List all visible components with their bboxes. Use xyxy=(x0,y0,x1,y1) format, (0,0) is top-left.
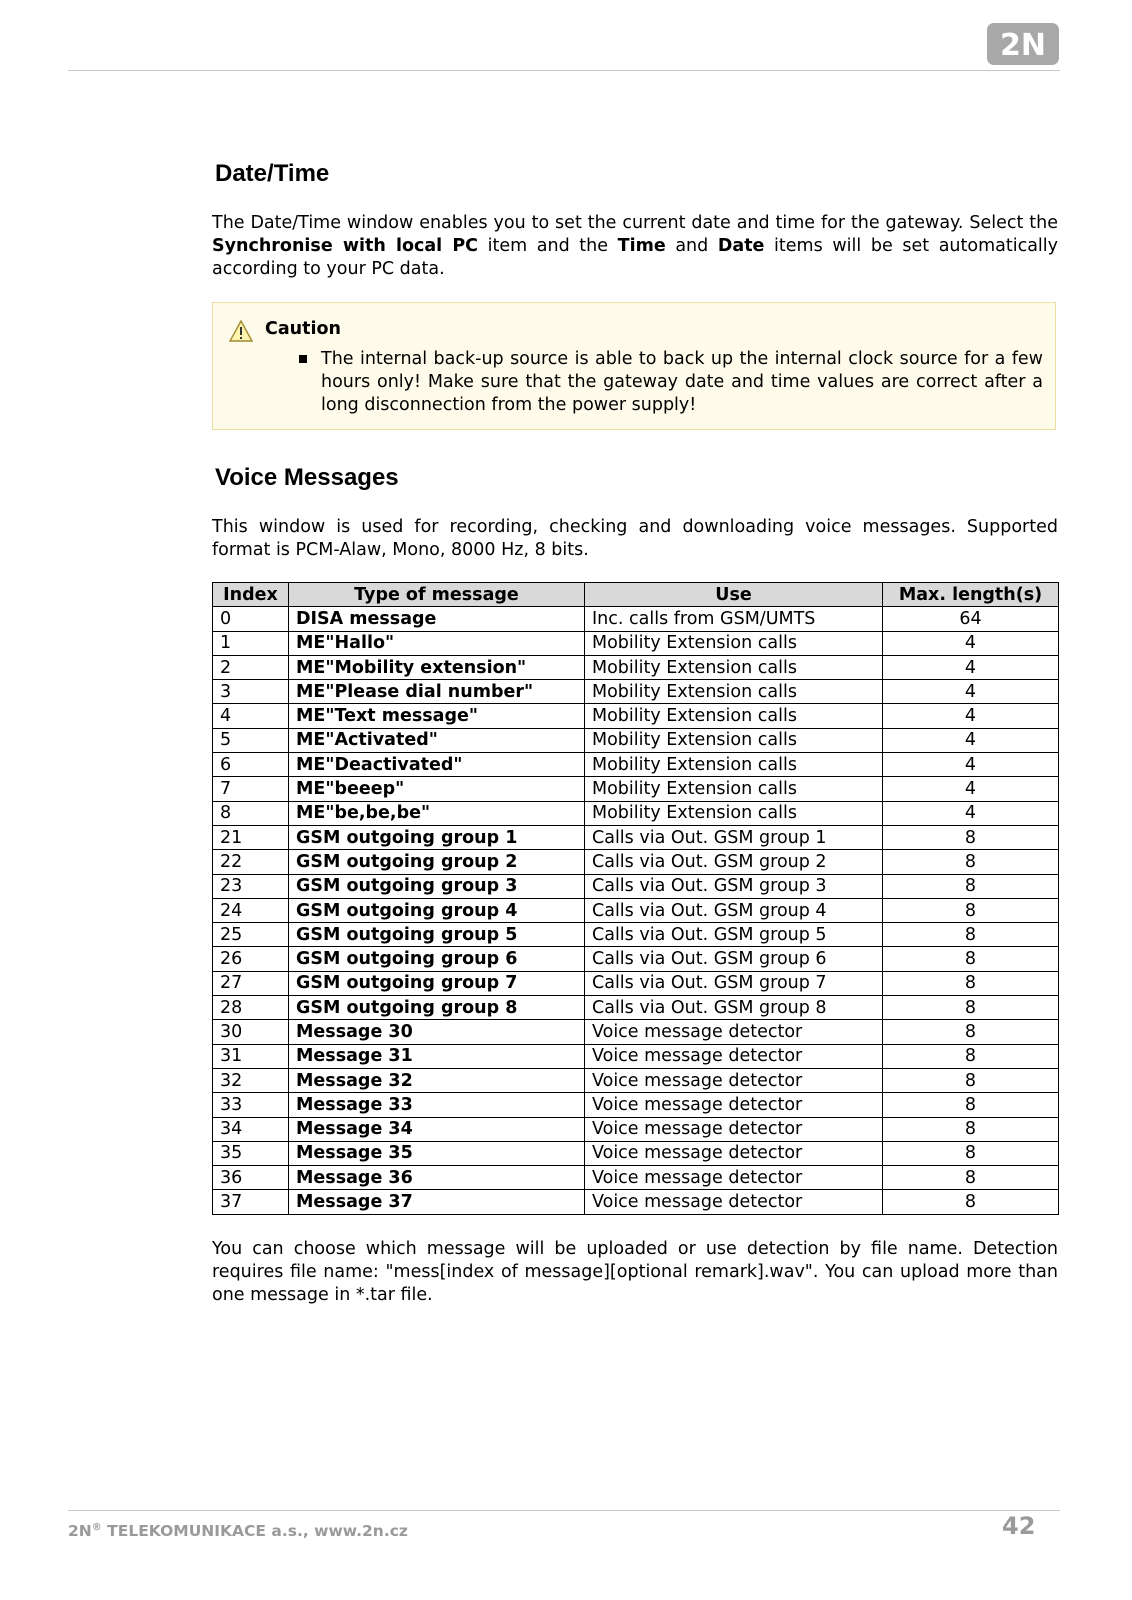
cell-type: DISA message xyxy=(289,607,585,631)
cell-type: GSM outgoing group 1 xyxy=(289,825,585,849)
cell-use: Voice message detector xyxy=(585,1141,883,1165)
cell-type: Message 32 xyxy=(289,1068,585,1092)
cell-index: 31 xyxy=(213,1044,289,1068)
table-row xyxy=(213,1117,1059,1141)
cell-index: 5 xyxy=(213,728,289,752)
cell-index: 30 xyxy=(213,1020,289,1044)
cell-max-length: 8 xyxy=(883,996,1059,1020)
cell-use: Mobility Extension calls xyxy=(585,631,883,655)
table-row xyxy=(213,1044,1059,1068)
table-row xyxy=(213,923,1059,947)
cell-index: 36 xyxy=(213,1166,289,1190)
cell-type: ME"Deactivated" xyxy=(289,753,585,777)
cell-max-length: 4 xyxy=(883,631,1059,655)
bullet-icon xyxy=(299,355,307,363)
cell-use: Voice message detector xyxy=(585,1166,883,1190)
cell-max-length: 4 xyxy=(883,801,1059,825)
cell-use: Mobility Extension calls xyxy=(585,801,883,825)
cell-use: Mobility Extension calls xyxy=(585,777,883,801)
table-row xyxy=(213,1166,1059,1190)
datetime-intro: The Date/Time window enables you to set the current date and time for the gateway. Select the Synchronise with local PC item and the Time and Date items will be set automatically according to your PC data. xyxy=(212,213,1058,279)
table-row xyxy=(213,1141,1059,1165)
cell-max-length: 8 xyxy=(883,825,1059,849)
cell-max-length: 8 xyxy=(883,1093,1059,1117)
cell-max-length: 8 xyxy=(883,971,1059,995)
cell-type: GSM outgoing group 3 xyxy=(289,874,585,898)
cell-index: 4 xyxy=(213,704,289,728)
col-header-max-length: Max. length(s) xyxy=(883,583,1059,607)
cell-type: ME"Text message" xyxy=(289,704,585,728)
cell-type: ME"Activated" xyxy=(289,728,585,752)
table-row xyxy=(213,874,1059,898)
caution-text: The internal back-up source is able to back up the internal clock source for a few hours only! Make sure that the gateway date and time values are correct after a long disconnection from the power supply! xyxy=(321,349,1043,415)
warning-icon xyxy=(229,320,253,342)
table-row xyxy=(213,850,1059,874)
cell-max-length: 4 xyxy=(883,655,1059,679)
cell-index: 27 xyxy=(213,971,289,995)
cell-type: GSM outgoing group 7 xyxy=(289,971,585,995)
cell-use: Mobility Extension calls xyxy=(585,680,883,704)
cell-max-length: 8 xyxy=(883,1190,1059,1214)
cell-index: 22 xyxy=(213,850,289,874)
cell-max-length: 8 xyxy=(883,1141,1059,1165)
cell-use: Mobility Extension calls xyxy=(585,655,883,679)
cell-type: Message 36 xyxy=(289,1166,585,1190)
cell-type: ME"Hallo" xyxy=(289,631,585,655)
cell-index: 1 xyxy=(213,631,289,655)
cell-use: Voice message detector xyxy=(585,1044,883,1068)
cell-index: 34 xyxy=(213,1117,289,1141)
cell-index: 24 xyxy=(213,898,289,922)
page-number: 42 xyxy=(1002,1512,1036,1540)
table-row xyxy=(213,1020,1059,1044)
cell-max-length: 8 xyxy=(883,923,1059,947)
voice-messages-table xyxy=(212,582,1059,1215)
svg-text:2N: 2N xyxy=(1000,28,1046,63)
cell-max-length: 8 xyxy=(883,1068,1059,1092)
cell-max-length: 4 xyxy=(883,728,1059,752)
table-row xyxy=(213,996,1059,1020)
cell-max-length: 4 xyxy=(883,777,1059,801)
cell-max-length: 8 xyxy=(883,1117,1059,1141)
header-rule xyxy=(68,70,1060,71)
cell-use: Voice message detector xyxy=(585,1068,883,1092)
cell-use: Calls via Out. GSM group 2 xyxy=(585,850,883,874)
table-row xyxy=(213,825,1059,849)
cell-max-length: 8 xyxy=(883,1020,1059,1044)
cell-use: Calls via Out. GSM group 3 xyxy=(585,874,883,898)
table-row xyxy=(213,1068,1059,1092)
cell-type: ME"be,be,be" xyxy=(289,801,585,825)
table-header-row xyxy=(213,583,1059,607)
cell-use: Voice message detector xyxy=(585,1093,883,1117)
cell-use: Voice message detector xyxy=(585,1020,883,1044)
cell-type: GSM outgoing group 5 xyxy=(289,923,585,947)
cell-index: 8 xyxy=(213,801,289,825)
cell-use: Inc. calls from GSM/UMTS xyxy=(585,607,883,631)
cell-use: Voice message detector xyxy=(585,1117,883,1141)
cell-index: 28 xyxy=(213,996,289,1020)
cell-type: Message 30 xyxy=(289,1020,585,1044)
cell-index: 35 xyxy=(213,1141,289,1165)
cell-max-length: 8 xyxy=(883,850,1059,874)
cell-type: Message 31 xyxy=(289,1044,585,1068)
cell-type: Message 33 xyxy=(289,1093,585,1117)
cell-index: 3 xyxy=(213,680,289,704)
table-row xyxy=(213,947,1059,971)
cell-max-length: 8 xyxy=(883,1166,1059,1190)
cell-type: Message 37 xyxy=(289,1190,585,1214)
cell-type: ME"Please dial number" xyxy=(289,680,585,704)
cell-use: Calls via Out. GSM group 1 xyxy=(585,825,883,849)
cell-type: Message 35 xyxy=(289,1141,585,1165)
cell-index: 26 xyxy=(213,947,289,971)
caution-title: Caution xyxy=(265,319,341,339)
table-row xyxy=(213,971,1059,995)
table-row xyxy=(213,1190,1059,1214)
voice-intro: This window is used for recording, checking and downloading voice messages. Supported format is PCM-Alaw, Mono, 8000 Hz, 8 bits. xyxy=(212,517,1058,560)
cell-max-length: 4 xyxy=(883,704,1059,728)
table-row xyxy=(213,607,1059,631)
cell-use: Calls via Out. GSM group 5 xyxy=(585,923,883,947)
2n-logo xyxy=(986,22,1060,66)
cell-use: Calls via Out. GSM group 8 xyxy=(585,996,883,1020)
table-row xyxy=(213,631,1059,655)
cell-use: Calls via Out. GSM group 4 xyxy=(585,898,883,922)
col-header-use: Use xyxy=(585,583,883,607)
cell-use: Mobility Extension calls xyxy=(585,704,883,728)
voice-outro: You can choose which message will be uploaded or use detection by file name. Detection requires file name: "mess[index of message][optional remark].wav". You can upload more than one message in *.tar file. xyxy=(212,1239,1058,1305)
cell-max-length: 8 xyxy=(883,874,1059,898)
table-row xyxy=(213,728,1059,752)
cell-max-length: 8 xyxy=(883,898,1059,922)
cell-max-length: 64 xyxy=(883,607,1059,631)
cell-type: GSM outgoing group 4 xyxy=(289,898,585,922)
cell-index: 7 xyxy=(213,777,289,801)
footer-rule xyxy=(68,1510,1060,1511)
cell-index: 21 xyxy=(213,825,289,849)
col-header-type: Type of message xyxy=(289,583,585,607)
cell-index: 32 xyxy=(213,1068,289,1092)
cell-max-length: 8 xyxy=(883,1044,1059,1068)
datetime-title: Date/Time xyxy=(215,160,330,187)
table-row xyxy=(213,1093,1059,1117)
cell-max-length: 4 xyxy=(883,680,1059,704)
cell-index: 37 xyxy=(213,1190,289,1214)
table-row xyxy=(213,753,1059,777)
cell-use: Mobility Extension calls xyxy=(585,728,883,752)
cell-index: 0 xyxy=(213,607,289,631)
cell-max-length: 4 xyxy=(883,753,1059,777)
cell-index: 33 xyxy=(213,1093,289,1117)
cell-type: ME"Mobility extension" xyxy=(289,655,585,679)
voice-messages-title: Voice Messages xyxy=(215,464,399,491)
cell-use: Calls via Out. GSM group 7 xyxy=(585,971,883,995)
cell-use: Calls via Out. GSM group 6 xyxy=(585,947,883,971)
caution-box xyxy=(212,302,1056,430)
cell-index: 23 xyxy=(213,874,289,898)
cell-index: 25 xyxy=(213,923,289,947)
table-row xyxy=(213,704,1059,728)
table-row xyxy=(213,801,1059,825)
footer-company: 2N® TELEKOMUNIKACE a.s., www.2n.cz xyxy=(68,1522,408,1541)
cell-index: 2 xyxy=(213,655,289,679)
col-header-index: Index xyxy=(213,583,289,607)
cell-use: Voice message detector xyxy=(585,1190,883,1214)
cell-max-length: 8 xyxy=(883,947,1059,971)
cell-type: GSM outgoing group 2 xyxy=(289,850,585,874)
cell-index: 6 xyxy=(213,753,289,777)
cell-type: GSM outgoing group 6 xyxy=(289,947,585,971)
table-row xyxy=(213,655,1059,679)
cell-type: GSM outgoing group 8 xyxy=(289,996,585,1020)
table-row xyxy=(213,898,1059,922)
table-row xyxy=(213,680,1059,704)
cell-type: ME"beeep" xyxy=(289,777,585,801)
cell-use: Mobility Extension calls xyxy=(585,753,883,777)
cell-type: Message 34 xyxy=(289,1117,585,1141)
table-row xyxy=(213,777,1059,801)
